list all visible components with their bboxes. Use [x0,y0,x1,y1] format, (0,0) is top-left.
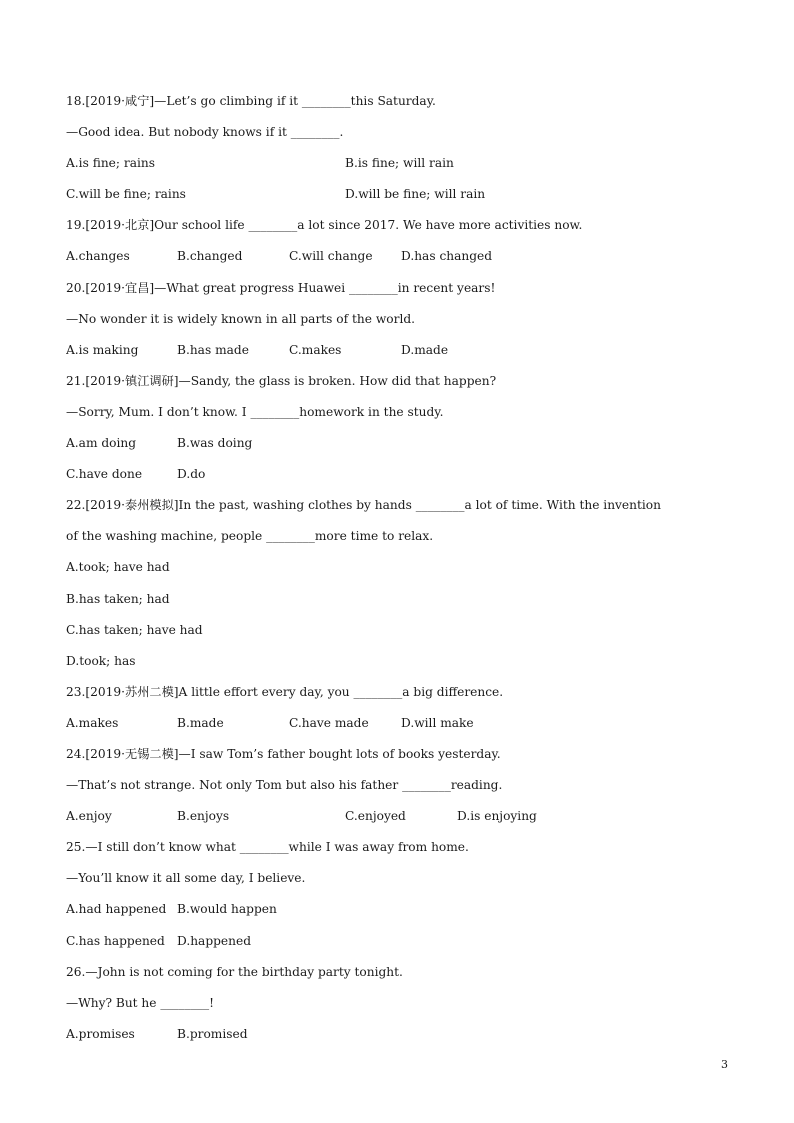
question-continuation: —You’ll know it all some day, I believe. [66,871,306,886]
question-item [66,210,736,272]
question-stem: 26.—John is not coming for the birthday party tonight. [66,964,403,979]
question-stem: 20.[2019·宜昌]—What great progress Huawei ________in recent years! [66,280,496,295]
answer-option: D.do [177,467,206,482]
answer-option: D.is enjoying [457,809,537,824]
question-item [66,739,736,832]
question-stem: 25.—I still don’t know what ________while I was away from home. [66,840,469,855]
question-stem: 23.[2019·苏州二模]A little effort every day, you ________a big difference. [66,684,504,699]
option-row [66,428,736,459]
answer-option: D.has changed [401,249,493,264]
question-continuation: —No wonder it is widely known in all parts of the world. [66,311,416,326]
option-row [66,148,736,179]
question-continuation: —That’s not strange. Not only Tom but also his father ________reading. [66,778,503,793]
answer-option: A.had happened [66,902,167,917]
option-row [66,179,736,210]
option-row [66,708,736,739]
question-item [66,273,736,366]
answer-option: A.is fine; rains [66,156,155,171]
answer-option: D.made [401,342,449,357]
question-list [66,86,736,1050]
answer-option: C.enjoyed [345,809,406,824]
answer-option: B.has made [177,342,249,357]
option-row [66,459,736,490]
answer-option: B.made [177,715,224,730]
answer-option: A.am doing [66,436,137,451]
answer-option: C.have made [289,715,369,730]
answer-option: A.promises [66,1026,135,1041]
option-row [66,801,736,832]
option-row [66,615,736,646]
answer-option: A.makes [66,715,119,730]
question-continuation: of the washing machine, people ________more time to relax. [66,529,434,544]
answer-option: D.will make [401,715,474,730]
answer-option: C.has taken; have had [66,622,203,637]
question-stem: 18.[2019·咸宁]—Let’s go climbing if it ________this Saturday. [66,94,436,108]
answer-option: A.took; have had [66,560,170,575]
question-stem: 19.[2019·北京]Our school life ________a lot since 2017. We have more activities now. [66,218,583,233]
option-row [66,1019,736,1050]
option-row [66,584,736,615]
answer-option: A.is making [66,342,139,357]
page-number: 3 [721,1058,728,1071]
answer-option: D.happened [177,933,252,948]
question-continuation: —Good idea. But nobody knows if it ________. [66,125,344,140]
answer-option: A.enjoy [66,809,112,824]
answer-option: B.was doing [177,436,253,451]
option-row [66,241,736,272]
answer-option: B.has taken; had [66,591,170,606]
answer-option: A.changes [66,249,130,264]
option-row [66,552,736,583]
answer-option: C.will be fine; rains [66,187,186,202]
question-stem: 21.[2019·镇江调研]—Sandy, the glass is broken. How did that happen? [66,373,497,388]
answer-option: B.promised [177,1026,248,1041]
answer-option: D.took; has [66,653,136,668]
question-continuation: —Why? But he ________! [66,995,215,1010]
answer-option: C.makes [289,342,342,357]
question-item [66,957,736,1050]
option-row [66,646,736,677]
question-item [66,490,736,677]
question-item [66,366,736,490]
answer-option: B.would happen [177,902,277,917]
answer-option: B.changed [177,249,243,264]
answer-option: B.is fine; will rain [345,156,454,171]
answer-option: C.have done [66,467,143,482]
question-item [66,832,736,956]
option-row [66,894,736,925]
question-continuation: —Sorry, Mum. I don’t know. I ________homework in the study. [66,404,444,419]
question-stem: 22.[2019·泰州模拟]In the past, washing clothes by hands ________a lot of time. With the invention [66,498,661,513]
question-stem: 24.[2019·无锡二模]—I saw Tom’s father bought lots of books yesterday. [66,746,501,761]
option-row [66,335,736,366]
answer-option: D.will be fine; will rain [345,187,486,202]
question-item [66,677,736,739]
answer-option: C.has happened [66,933,165,948]
question-item [66,86,736,210]
answer-option: C.will change [289,249,373,264]
answer-option: B.enjoys [177,809,230,824]
option-row [66,926,736,957]
